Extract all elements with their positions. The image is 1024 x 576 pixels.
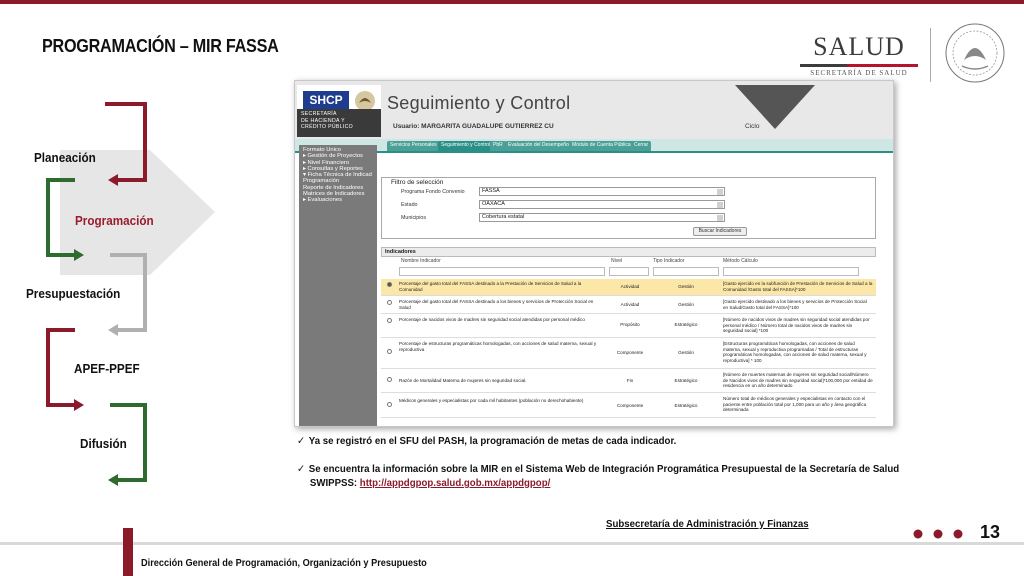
tab-cuenta-publica[interactable]: Módulo de Cuenta Pública [569, 141, 634, 151]
column-header-metodo: Método Cálculo [723, 258, 758, 264]
sidebar-item[interactable]: Programación [303, 178, 340, 185]
shcp-org-name [297, 109, 381, 137]
filter-label-municipios: Municipios [401, 215, 427, 221]
row-radio[interactable] [387, 300, 392, 305]
sidebar-item[interactable]: Matrices de Indicadores [303, 191, 365, 198]
cell-nombre: Razón de Mortalidad Materna de mujeres sin seguridad social. [399, 378, 527, 383]
salud-logo-bar [800, 64, 918, 67]
row-radio[interactable] [387, 318, 392, 323]
tab-cerrar[interactable]: Cerrar [631, 141, 651, 151]
cell-metodo: [Gasto ejercido en la subfunción de Prestación de Servicios de Salud a la Comunidad /Gasto total del FASSA]*100 [723, 281, 873, 292]
tab-pbr[interactable]: PbR [490, 141, 506, 151]
current-user: Usuario: MARGARITA GUADALUPE GUTIERREZ CU [393, 123, 554, 130]
metodo-filter-input[interactable] [723, 267, 859, 276]
logo-divider [930, 28, 931, 82]
filter-label-estado: Estado [401, 202, 418, 208]
table-row[interactable] [381, 339, 876, 369]
cell-metodo: [Número de nacidos vivos de madres sin seguridad social atendidas por personal médico / Número total de nacidos vivos de madres sin seguridad social] *100 [723, 317, 870, 333]
bullet-registro [297, 434, 904, 448]
flow-item-apef-ppef: APEF-PPEF [74, 361, 140, 376]
cell-nombre: Porcentaje de estructuras programáticas homologadas, con acciones de salud materna, sexual y reproductiva [399, 341, 597, 352]
column-header-tipo: Tipo Indicador [653, 258, 685, 264]
cell-metodo: Número total de médicos generales y especialistas en contacto con el paciente entre población total por 1,000 para un año y área geográfica determinada [723, 396, 867, 412]
cell-nombre: Porcentaje de nacidos vivos de madres sin seguridad social atendidas por personal médico [399, 317, 585, 322]
cell-nombre: Porcentaje del gasto total del FASSA destinado a los bienes y servicios de Protección Social en Salud [399, 299, 594, 310]
cell-tipo: Estratégico [674, 378, 698, 383]
municipios-select[interactable]: Cobertura estatal [479, 213, 725, 222]
cell-nivel: Componente [616, 350, 644, 355]
footer-line [0, 542, 1024, 545]
filter-label-programa: Programa Fondo Convenio [401, 189, 465, 195]
sidebar-item[interactable]: Formato Único [303, 147, 342, 153]
estado-select[interactable]: OAXACA [479, 200, 725, 209]
tab-evaluacion-desempeno[interactable]: Evaluación del Desempeño [505, 141, 572, 151]
table-row[interactable] [381, 394, 876, 418]
ellipsis-dots-icon [912, 528, 972, 540]
sidebar-item[interactable]: ▸ Evaluaciones [303, 197, 343, 204]
nivel-filter-select[interactable] [609, 267, 649, 276]
sidebar-item[interactable]: ▾ Ficha Técnica de Indicad [303, 172, 372, 179]
cell-nivel: Actividad [620, 284, 640, 289]
footer-text: Dirección General de Programación, Organización y Presupuesto [141, 558, 427, 569]
column-header-nombre: Nombre Indicador [401, 258, 441, 264]
cell-nivel: Componente [616, 403, 644, 408]
sidebar-item[interactable]: ▸ Nivel Financiero [303, 159, 350, 166]
cell-nivel: Actividad [620, 302, 640, 307]
table-row[interactable] [381, 315, 876, 338]
row-radio[interactable] [387, 377, 392, 382]
flow-item-difusion: Difusión [80, 436, 127, 451]
bullet-mir-info [297, 462, 904, 490]
sidebar-item[interactable]: ▸ Gestión de Proyectos [303, 153, 363, 160]
cell-nombre: Porcentaje del gasto total del FASSA destinado a la Prestación de Servicios de Salud a la Comunidad [399, 281, 582, 292]
subsecretaria-label: Subsecretaría de Administración y Finanzas [606, 518, 809, 530]
org-line: DE HACIENDA Y [301, 117, 345, 124]
ciclo-label: Ciclo [745, 123, 760, 130]
bullet-text: Se encuentra la información sobre la MIR en el Sistema Web de Integración Programática Presupuestal de la Secretaría de Salud SWIPPSS: [308, 463, 900, 489]
swippss-link[interactable]: http://appdgpop.salud.gob.mx/appdgpop/ [359, 477, 551, 489]
org-line: CRÉDITO PÚBLICO [301, 124, 353, 130]
nombre-filter-input[interactable] [399, 267, 605, 276]
indicators-header: Indicadores [381, 247, 876, 257]
cell-tipo: Gestión [678, 302, 694, 307]
bullet-text: Ya se registró en el SFU del PASH, la programación de metas de cada indicador. [308, 435, 677, 447]
salud-logo-subtitle: SECRETARÍA DE SALUD [810, 69, 908, 77]
cell-metodo: [Gasto ejercido destinado a los bienes y servicios de Protección Social en Salud/Gasto total del FASSA]*100 [723, 299, 867, 310]
row-radio[interactable] [387, 349, 392, 354]
system-main [381, 157, 893, 427]
cell-tipo: Gestión [678, 284, 694, 289]
buscar-indicadores-button[interactable]: Buscar Indicadores [693, 227, 747, 236]
table-row[interactable] [381, 370, 876, 393]
cell-tipo: Estratégico [674, 322, 698, 327]
org-line: SECRETARÍA [301, 111, 337, 117]
filter-title: Filtro de selección [391, 179, 444, 186]
flow-item-planeacion: Planeación [34, 150, 96, 165]
national-seal-icon [944, 22, 1006, 84]
cell-tipo: Gestión [678, 350, 694, 355]
flow-item-presupuestacion: Presupuestación [26, 286, 121, 301]
page-number: 13 [980, 522, 1001, 542]
salud-logo-word: SALUD [813, 32, 905, 61]
sidebar-item[interactable]: Reporte de Indicadores [303, 184, 364, 191]
row-radio[interactable] [387, 282, 392, 287]
cell-metodo: [Estructuras programáticas homologadas, con acciones de salud materna, sexual y reproductiva programadas / Total de estructuras programáticas homologadas, con acciones de salud materna, sexual y reproductiva] * 100 [723, 341, 867, 363]
salud-logo [800, 32, 918, 77]
cell-nivel: Fin [626, 378, 634, 383]
cell-nivel: Propósito [620, 322, 640, 327]
system-screenshot [294, 80, 894, 427]
sidebar-item[interactable]: ▸ Consultas y Reportes [303, 165, 363, 172]
shcp-badge: SHCP [303, 91, 349, 109]
checkmark-icon: ✓ [297, 435, 306, 447]
tab-seguimiento-control[interactable]: Seguimiento y Control [438, 141, 493, 151]
footer-red-bar [123, 528, 133, 576]
tipo-filter-select[interactable] [653, 267, 719, 276]
flow-item-programacion: Programación [75, 213, 154, 228]
row-radio[interactable] [387, 402, 392, 407]
programa-select[interactable]: FASSA [479, 187, 725, 196]
cell-tipo: Estratégico [674, 403, 698, 408]
table-row[interactable] [381, 297, 876, 314]
app-title: Seguimiento y Control [387, 93, 571, 113]
page-title: PROGRAMACIÓN – MIR FASSA [42, 36, 279, 56]
column-header-nivel: Nivel [611, 258, 623, 264]
tab-servicios-personales[interactable]: Servicios Personales [387, 141, 440, 151]
system-sidebar [299, 145, 377, 427]
cell-metodo: [Número de muertes maternas de mujeres sin seguridad social/Número de Nacidos vivos de madres sin seguridad social]*100,000 por entidad de residencia en un año determinado [723, 372, 873, 388]
cell-nombre: Médicos generales y especialistas por cada mil habitantes (población no derechohabiente) [399, 398, 584, 403]
table-row[interactable] [381, 279, 876, 296]
system-tabbar [295, 139, 894, 153]
checkmark-icon: ✓ [297, 463, 306, 475]
